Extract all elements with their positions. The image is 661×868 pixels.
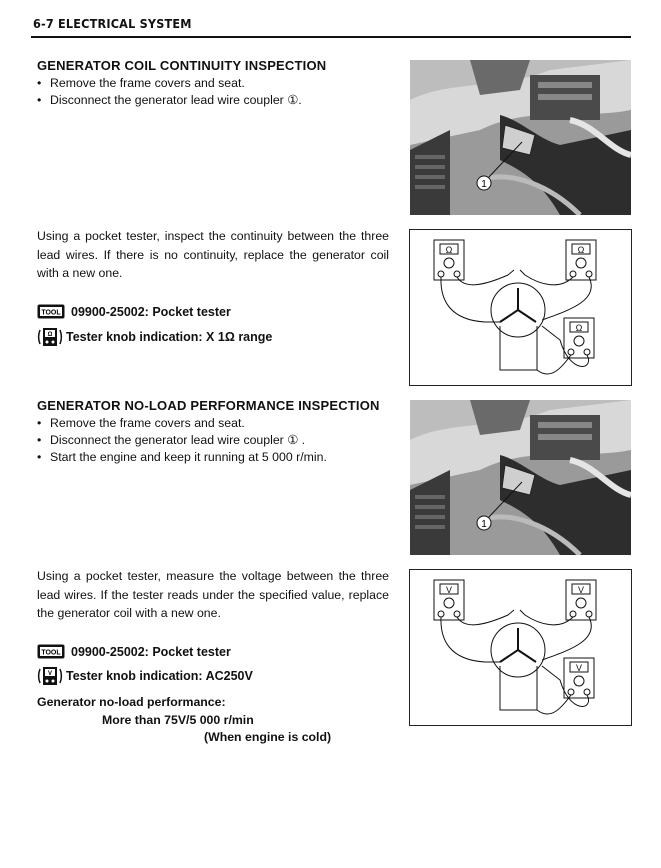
section1-bullet: • Remove the frame covers and seat. xyxy=(37,75,302,92)
section2-bullets xyxy=(37,415,327,466)
spec-title: Generator no-load performance: xyxy=(37,695,226,709)
volt-label: V xyxy=(445,585,453,595)
svg-text:TOOL: TOOL xyxy=(41,649,61,657)
page-header xyxy=(31,12,631,38)
photo-2-callout: 1 xyxy=(481,519,487,530)
ohm-label: Ω xyxy=(575,323,583,333)
section2-tool-text: 09900-25002: Pocket tester xyxy=(71,644,231,659)
tester-knob-icon xyxy=(37,327,63,347)
photo-1-callout: 1 xyxy=(481,179,487,190)
section1-tool-row xyxy=(37,304,231,319)
spec-value: More than 75V/5 000 r/min xyxy=(102,713,254,727)
section1-bullet: • Disconnect the generator lead wire coupler ①. xyxy=(37,92,302,109)
section2-tool-row xyxy=(37,644,231,659)
section2-knob-text: Tester knob indication: AC250V xyxy=(66,669,253,683)
section1-bullets xyxy=(37,75,302,109)
svg-text:TOOL: TOOL xyxy=(41,309,61,317)
svg-text:V: V xyxy=(47,671,53,677)
section2-bullet: • Disconnect the generator lead wire coupler ① . xyxy=(37,432,327,449)
voltage-wiring-diagram xyxy=(409,569,632,726)
tool-icon xyxy=(37,644,65,659)
section1-paragraph: Using a pocket tester, inspect the continuity between the three lead wires. If there is no continuity, replace the generator coil with a new one. xyxy=(37,229,389,280)
tester-knob-icon xyxy=(37,666,63,686)
svg-text:Ω: Ω xyxy=(47,332,53,338)
section2-knob-row xyxy=(37,666,253,686)
section1-knob-row xyxy=(37,327,272,347)
section1-title: GENERATOR COIL CONTINUITY INSPECTION xyxy=(37,58,327,73)
volt-label: V xyxy=(577,585,585,595)
ohm-label: Ω xyxy=(445,245,453,255)
section1-tool-text: 09900-25002: Pocket tester xyxy=(71,304,231,319)
spec-note: (When engine is cold) xyxy=(204,730,332,744)
tool-icon xyxy=(37,304,65,319)
volt-label: V xyxy=(575,663,583,673)
generator-coupler-photo-1 xyxy=(410,60,631,215)
generator-coupler-photo-2 xyxy=(410,400,631,555)
section2-bullet: • Remove the frame covers and seat. xyxy=(37,415,327,432)
continuity-wiring-diagram xyxy=(409,229,632,386)
section2-paragraph: Using a pocket tester, measure the voltage between the three lead wires. If the tester reads under the specified value, replace the generator coil with a new one. xyxy=(37,569,389,620)
section2-bullet: • Start the engine and keep it running at 5 000 r/min. xyxy=(37,449,327,466)
section2-title: GENERATOR NO-LOAD PERFORMANCE INSPECTION xyxy=(37,398,380,413)
ohm-label: Ω xyxy=(577,245,585,255)
section1-knob-text: Tester knob indication: X 1Ω range xyxy=(66,330,273,344)
page-header-title: 6-7 ELECTRICAL SYSTEM xyxy=(33,16,192,31)
